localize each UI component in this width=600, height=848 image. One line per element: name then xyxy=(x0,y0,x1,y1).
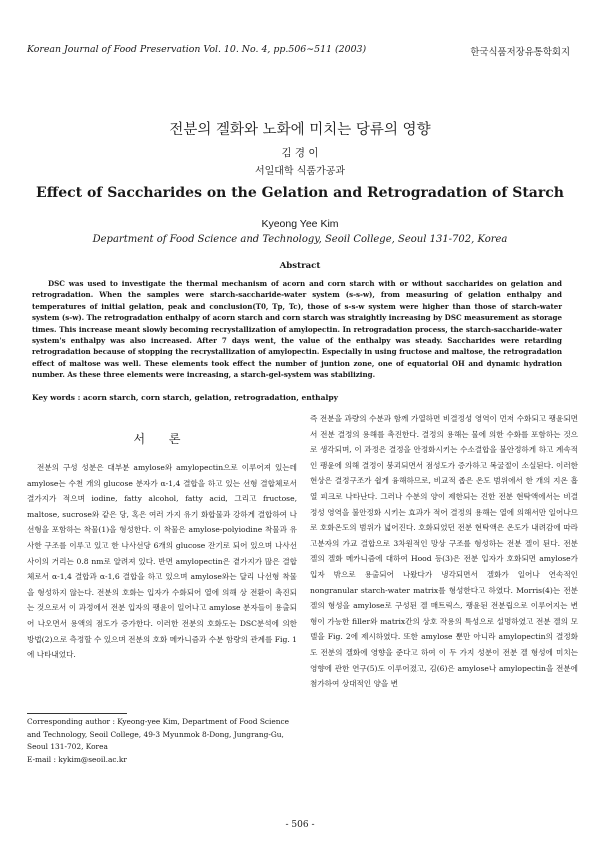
author-email: E-mail : kykim@seoil.ac.kr xyxy=(27,754,127,764)
abstract-text: DSC was used to investigate the thermal mechanism of acorn and corn starch with or without saccharides on gelation and retrogradation. When the samples were starch-saccharide-water system (s-s-w), from measuring of gelation enthalpy and temperatures of initial gelation, peak and conclusion(T0, Tp, Tc), those of s-s-w system were higher than those of starch-water system (s-w). The retrogradation enthalpy of acorn starch and corn starch was straightly increasing by DSC measurement as storage times. This increase meant slowly becoming recrystallization of amylopectin. In retrogradation process, the starch-saccharide-water system's enthalpy was also increased. After 7 days went, the value of the enthalpy was steady. Saccharides were retarding retrogradation because of stopping the recrystallization of amylopectin. Especially in using fructose and maltose, the retrogradation effect of maltose was well. These elements took effect the number of juntion zone, one of equatorial OH and dynamic hydration number. As these three elements were increasing, a starch-gel-system was stabilizing. xyxy=(32,279,562,380)
corresponding-author: Corresponding author : Kyeong-yee Kim, Department of Food Science and Technology, Seoil College, 49-3 Myunmok 8-Dong, Jungrang-Gu, Seoul 131-702, Korea xyxy=(27,717,290,752)
english-title: Effect of Saccharides on the Gelation and Retrogradation of Starch xyxy=(36,185,564,201)
correspondence-note xyxy=(27,716,297,766)
body-text-left-column: 전분의 구성 성분은 대부분 amylose와 amylopectin으로 이루어져 있는데 amylose는 수천 개의 glucose 분자가 α-1,4 결합을 하고 있는 선형 결합체로서 결가지가 적으며 iodine, fatty alcohol, fatty acid, 그리고 fructose, maltose, sucrose와 같은 당, 혹은 여러 가지 유기 화합물과 강하게 결합하여 나선형을 포함하는 착물(1)을 형성한다. 이 착물은 amylose-polyiodine 착물과 유사한 구조를 이루고 있고 한 나사선당 6개의 glucose 잔기로 되어 있으며 나사선 사이의 거리는 0.8 nm로 알려져 있다. 반면 amylopectin은 곁가지가 많은 결합체로서 α-1,4 결합과 α-1,6 결합을 하고 있으며 amylose와는 달리 나선형 착물을 형성하지 않는다. 전분의 호화는 입자가 수화되어 열에 의해 상 전환이 촉진되는 것으로서 이 과정에서 전분 입자의 팽윤이 일어나고 amylose 분자들이 용출되어 나오면서 용액의 점도가 증가한다. 이러한 전분의 호화도는 DSC분석에 의한 방법(2)으로 측정할 수 있으며 전분의 호화 메카니즘과 수분 함량의 관계를 Fig. 1에 나타내었다. xyxy=(27,463,297,660)
keywords: Key words : acorn starch, corn starch, gelation, retrogradation, enthalpy xyxy=(32,393,338,402)
korean-author: 김 경 이 xyxy=(281,147,319,159)
korean-affiliation: 서일대학 식품가공과 xyxy=(254,166,346,177)
society-name: 한국식품저장유통학회지 xyxy=(470,47,570,58)
journal-citation: Korean Journal of Food Preservation Vol. 10. No. 4, pp.506∼511 (2003) xyxy=(27,44,367,55)
body-text-right-column: 즉 전분을 과량의 수분과 함께 가열하면 비결정성 영역이 먼저 수화되고 팽윤되면서 전분 결정의 용해를 촉진한다. 결정의 용해는 물에 의한 수화를 포함하는 것으로 생각되며, 이 과정은 결정을 안정화시키는 수소결합을 불안정하게 하고 계속적인 팽윤에 의해 결정이 붕괴되면서 점성도가 증가하고 복굴절이 소실된다. 이러한 현상은 결정구조가 쉽게 융해하므로, 비교적 좁은 온도 범위에서 한 개의 지온 흡열 피크로 나타난다. 그러나 수분의 양이 제한되는 진한 전분 현탁액에서는 비결정성 영역을 불안정화 시키는 효과가 적어 결정의 용해는 열에 의해서만 일어나므로 호화온도의 범위가 넓어진다. 호화되었던 전분 현탁액은 온도가 내려감에 따라 고분자의 가교 결합으로 3차원적인 망상 구조를 형성하는 전분 겔이 된다. 전분 겔의 겔화 메카니즘에 대하여 Hood 등(3)은 전분 입자가 호화되면 amylose가 입자 밖으로 용출되어 나왔다가 냉각되면서 겔화가 일어나 연속적인 nongranular starch-water matrix를 형성한다고 하였다. Morris(4)는 전분 겔의 형성을 amylose로 구성된 겔 매트릭스, 팽윤된 전분립으로 이루어지는 변형이 가능한 filler와 matrix간의 상호 작용의 특성으로 설명하였고 전분 겔의 모델을 Fig. 2에 제시하였다. 또한 amylose 뿐만 아니라 amylopectin의 결정화도 전분의 겔화에 영향을 준다고 하여 이 두 가지 성분이 전분 겔 형성에 미치는 영향에 관한 연구(5)도 이루어졌고, 김(6)은 amylose나 amylopectin을 전분에 첨가하여 상대적인 양을 변 xyxy=(310,414,578,689)
english-author: Kyeong Yee Kim xyxy=(261,218,339,230)
page-number: - 506 - xyxy=(285,820,315,830)
korean-title: 전분의 겔화와 노화에 미치는 당류의 영향 xyxy=(169,122,431,138)
english-affiliation: Department of Food Science and Technology, Seoil College, Seoul 131-702, Korea xyxy=(92,234,508,245)
footnote-divider xyxy=(27,713,127,714)
section-heading-introduction: 서 론 xyxy=(133,432,191,446)
abstract-heading: Abstract xyxy=(279,261,321,271)
